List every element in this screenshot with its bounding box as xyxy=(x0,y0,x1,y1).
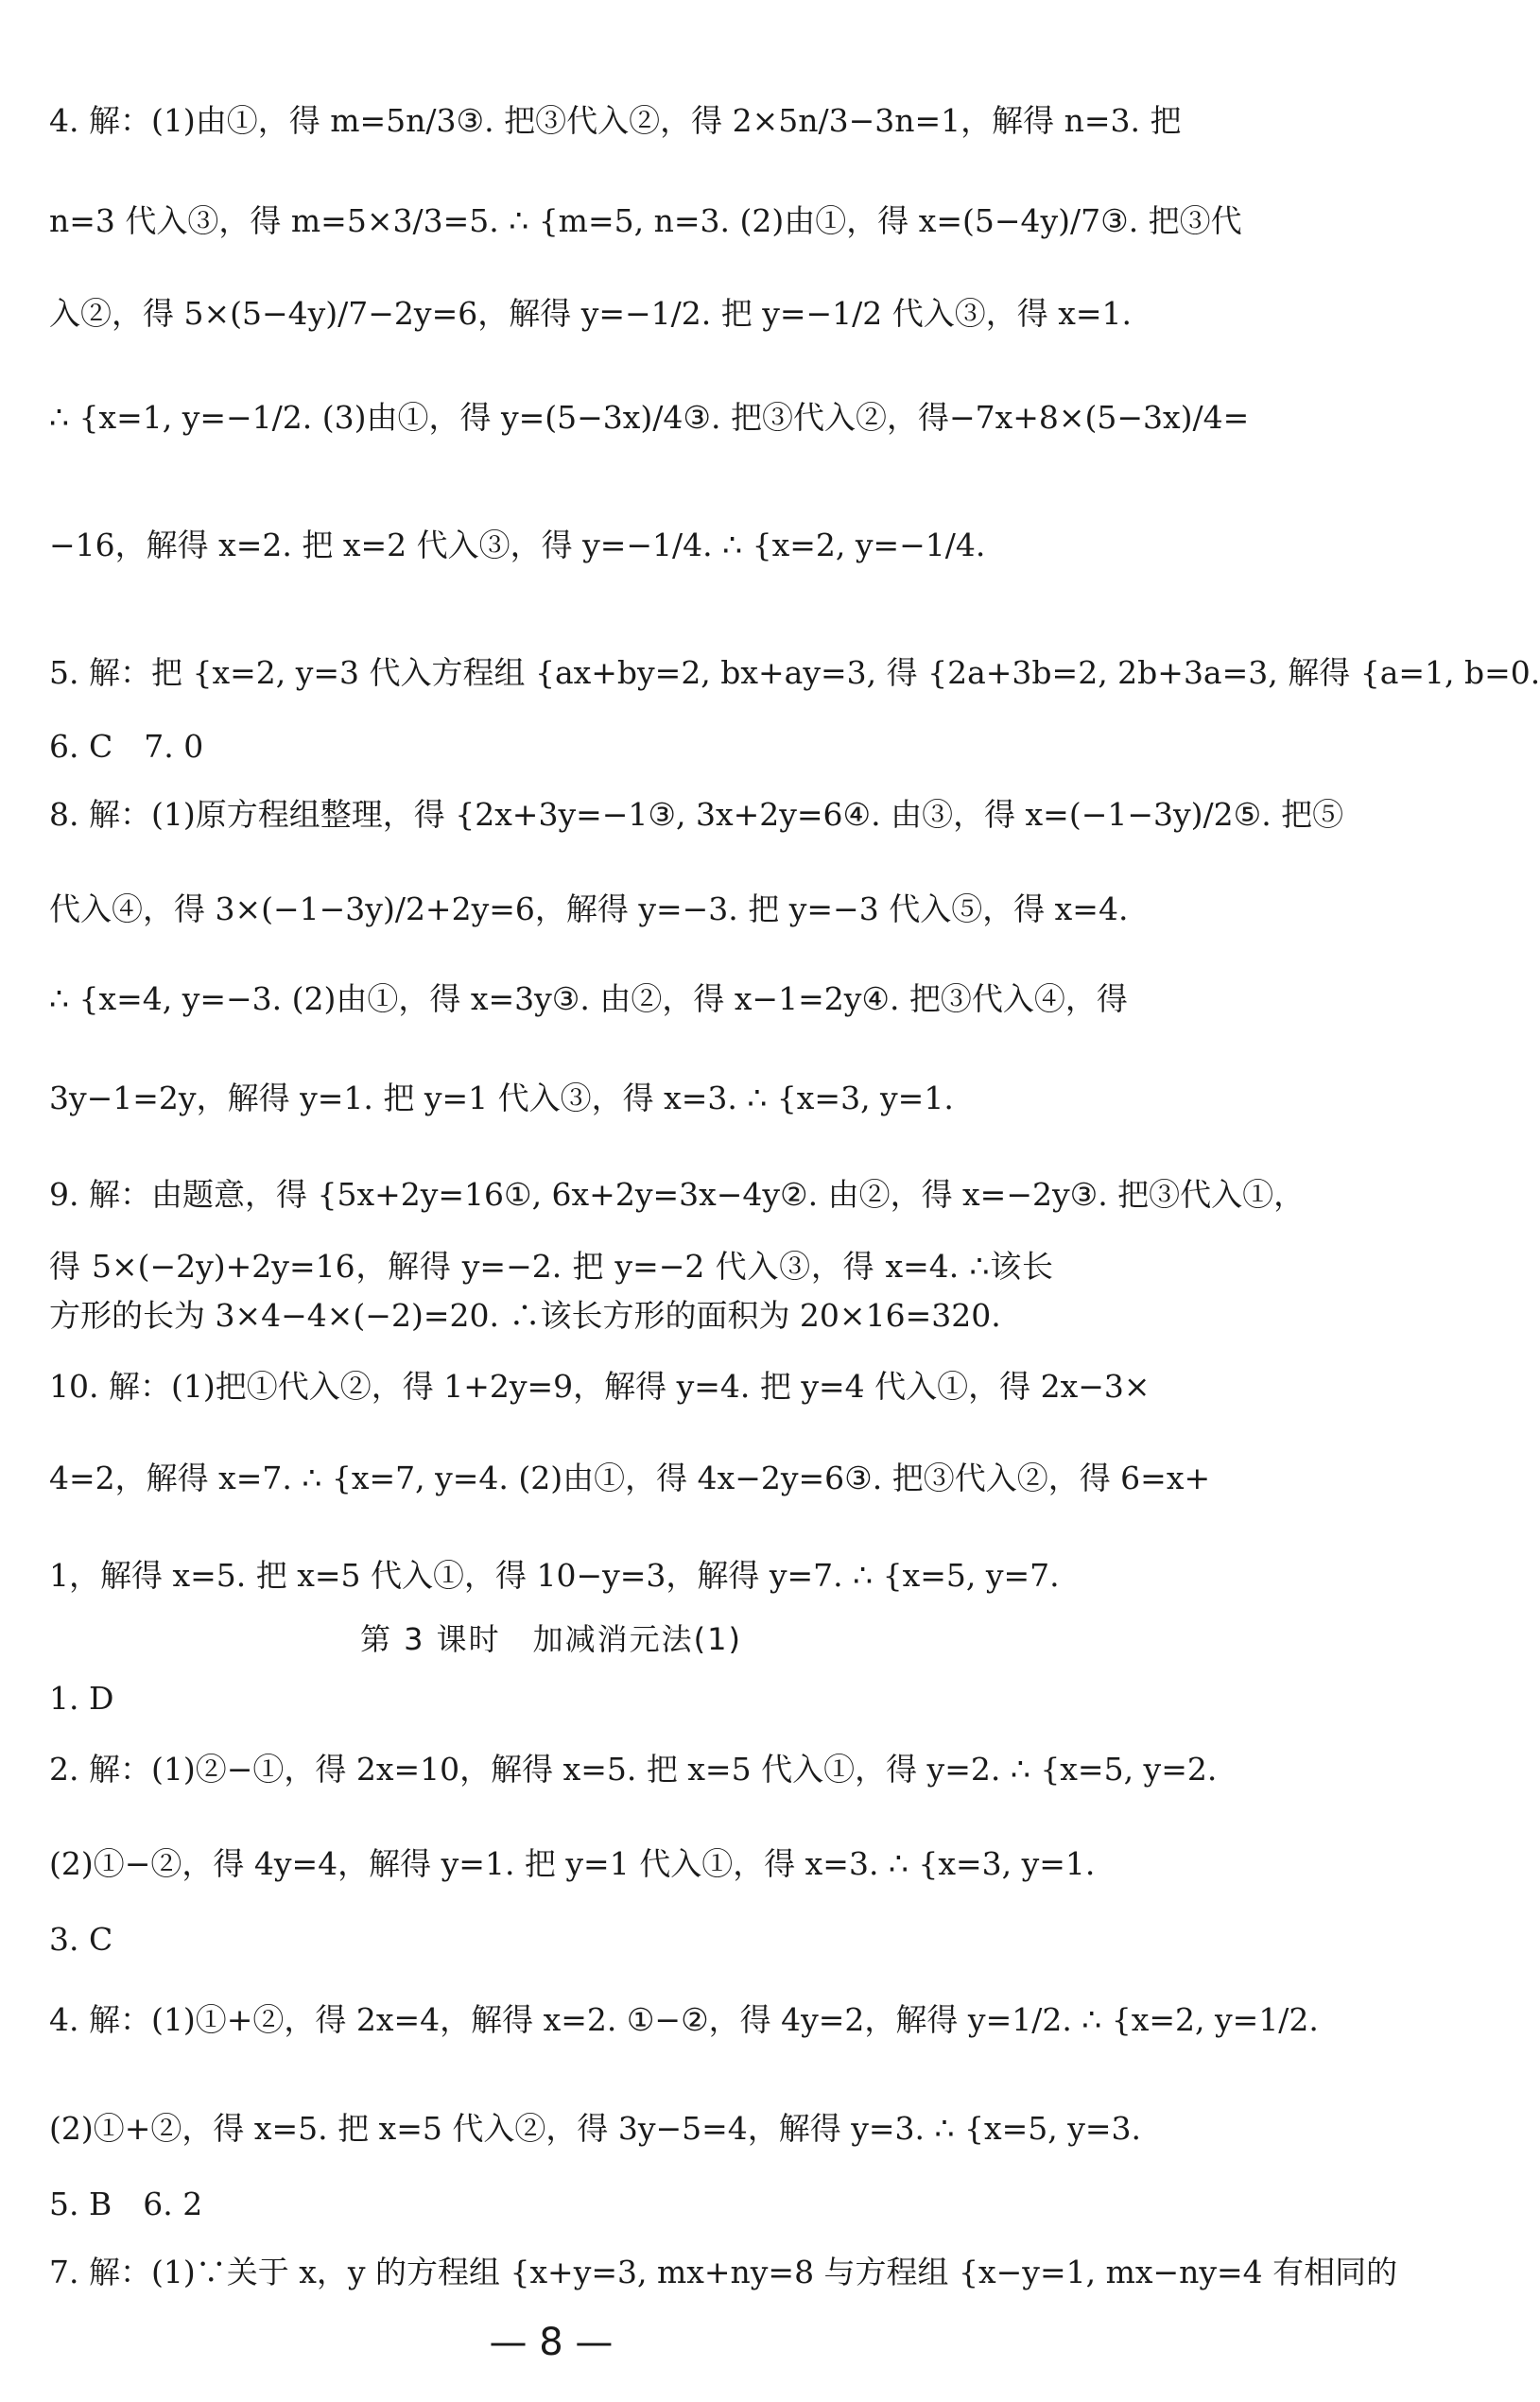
text-line: 2. 解：(1)②−①，得 2x=10，解得 x=5. 把 x=5 代入①，得 y=2. ∴ {x=5, y=2. xyxy=(49,1751,1218,1788)
text-line: 4. 解：(1)①+②，得 2x=4，解得 x=2. ①−②，得 4y=2，解得 y=1/2. ∴ {x=2, y=1/2. xyxy=(49,2001,1319,2038)
text-line: −16，解得 x=2. 把 x=2 代入③，得 y=−1/4. ∴ {x=2, y=−1/4. xyxy=(49,527,986,563)
section-heading: 第 3 课时 加减消元法(1) xyxy=(359,1621,743,1657)
text-line: (2)①−②，得 4y=4，解得 y=1. 把 y=1 代入①，得 x=3. ∴ {x=3, y=1. xyxy=(49,1845,1096,1882)
text-line: n=3 代入③，得 m=5×3/3=5. ∴ {m=5, n=3. (2)由①，得 x=(5−4y)/7③. 把③代 xyxy=(49,202,1242,239)
text-line: ∴ {x=1, y=−1/2. (3)由①，得 y=(5−3x)/4③. 把③代入②，得−7x+8×(5−3x)/4= xyxy=(49,399,1250,436)
text-line: 1，解得 x=5. 把 x=5 代入①，得 10−y=3，解得 y=7. ∴ {x=5, y=7. xyxy=(49,1557,1060,1594)
text-line: 4=2，解得 x=7. ∴ {x=7, y=4. (2)由①，得 4x−2y=6③. 把③代入②，得 6=x+ xyxy=(49,1460,1211,1496)
text-line: 3. C xyxy=(49,1921,113,1958)
text-line: ∴ {x=4, y=−3. (2)由①，得 x=3y③. 由②，得 x−1=2y④. 把③代入④，得 xyxy=(49,980,1128,1017)
text-line: 方形的长为 3×4−4×(−2)=20. ∴该长方形的面积为 20×16=320. xyxy=(49,1297,1001,1334)
text-line: 入②，得 5×(5−4y)/7−2y=6，解得 y=−1/2. 把 y=−1/2 代入③，得 x=1. xyxy=(49,295,1133,332)
text-line: 5. 解：把 {x=2, y=3 代入方程组 {ax+by=2, bx+ay=3, 得 {2a+3b=2, 2b+3a=3, 解得 {a=1, b=0. xyxy=(49,654,1540,691)
text-line: 4. 解：(1)由①，得 m=5n/3③. 把③代入②，得 2×5n/3−3n=1，解得 n=3. 把 xyxy=(49,102,1182,139)
page-number: — 8 — xyxy=(489,2321,614,2364)
text-line: 6. C 7. 0 xyxy=(49,728,204,765)
text-line: 9. 解：由题意，得 {5x+2y=16①, 6x+2y=3x−4y②. 由②，得 x=−2y③. 把③代入①， xyxy=(49,1176,1306,1213)
text-line: 得 5×(−2y)+2y=16，解得 y=−2. 把 y=−2 代入③，得 x=4. ∴该长 xyxy=(49,1248,1053,1285)
text-line: 1. D xyxy=(49,1680,114,1717)
text-line: 3y−1=2y，解得 y=1. 把 y=1 代入③，得 x=3. ∴ {x=3, y=1. xyxy=(49,1080,954,1116)
text-line: 5. B 6. 2 xyxy=(49,2186,203,2222)
text-line: (2)①+②，得 x=5. 把 x=5 代入②，得 3y−5=4，解得 y=3. ∴ {x=5, y=3. xyxy=(49,2110,1142,2147)
text-line: 7. 解：(1)∵关于 x，y 的方程组 {x+y=3, mx+ny=8 与方程组 {x−y=1, mx−ny=4 有相同的 xyxy=(49,2254,1398,2290)
text-line: 代入④，得 3×(−1−3y)/2+2y=6，解得 y=−3. 把 y=−3 代入⑤，得 x=4. xyxy=(49,890,1129,927)
text-line: 8. 解：(1)原方程组整理，得 {2x+3y=−1③, 3x+2y=6④. 由③，得 x=(−1−3y)/2⑤. 把⑤ xyxy=(49,796,1344,833)
text-line: 10. 解：(1)把①代入②，得 1+2y=9，解得 y=4. 把 y=4 代入①，得 2x−3× xyxy=(49,1368,1151,1405)
